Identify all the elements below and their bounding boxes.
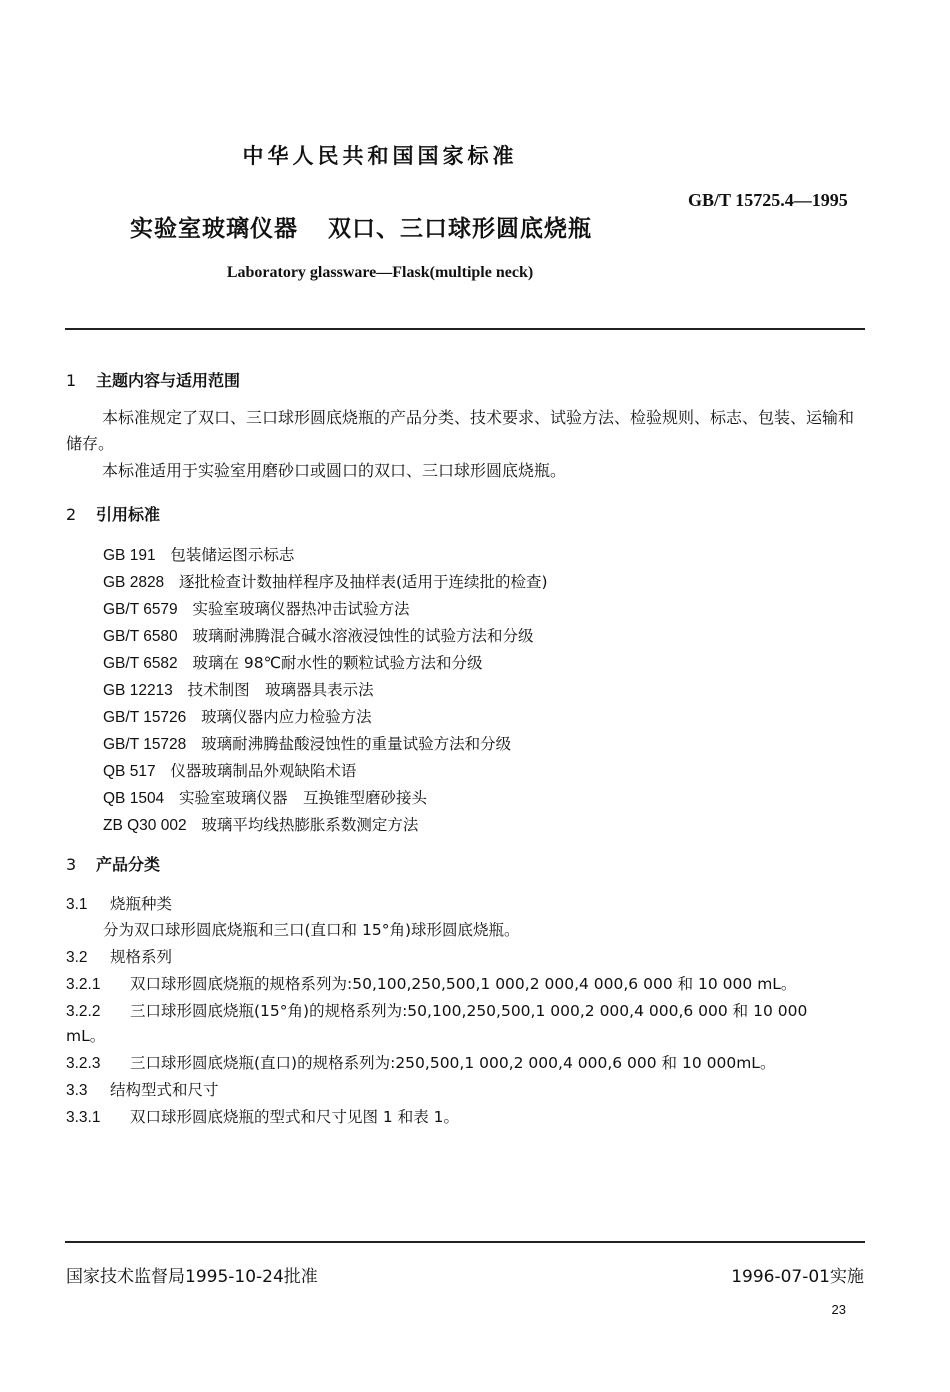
section-2-title: 引用标准 (96, 505, 161, 524)
section-1-title: 主题内容与适用范围 (96, 371, 241, 390)
reference-code: QB 517 (103, 763, 156, 780)
footer-divider (65, 1241, 865, 1243)
section-3-heading (66, 852, 160, 875)
reference-code: GB/T 6580 (103, 628, 178, 645)
subsection-3-1-text: 分为双口球形圆底烧瓶和三口(直口和 15°角)球形圆底烧瓶。 (103, 921, 520, 939)
reference-item (103, 813, 418, 835)
reference-title: 实验室玻璃仪器 互换锥型磨砂接头 (178, 789, 427, 807)
subsection-3-3-heading (66, 1078, 219, 1100)
subsection-number: 3.2.3 (66, 1055, 101, 1072)
subsection-number: 3.2.2 (66, 1003, 101, 1020)
reference-code: ZB Q30 002 (103, 817, 187, 834)
reference-code: GB/T 6579 (103, 601, 178, 618)
reference-item (103, 651, 483, 673)
reference-item (103, 543, 294, 565)
subsection-text: 三口球形圆底烧瓶(直口)的规格系列为:250,500,1 000,2 000,4 000,6 000 和 10 000mL。 (130, 1054, 776, 1072)
reference-item (103, 570, 548, 592)
reference-title: 技术制图 玻璃器具表示法 (187, 681, 374, 699)
section-1-heading (66, 368, 240, 391)
reference-item (103, 597, 409, 619)
subsection-title: 烧瓶种类 (110, 895, 173, 913)
reference-title: 玻璃耐沸腾盐酸浸蚀性的重量试验方法和分级 (201, 735, 512, 753)
reference-title: 玻璃仪器内应力检验方法 (201, 708, 372, 726)
reference-title: 玻璃耐沸腾混合碱水溶液浸蚀性的试验方法和分级 (192, 627, 534, 645)
implementation-date: 1996-07-01实施 (731, 1267, 864, 1287)
reference-title: 玻璃平均线热膨胀系数测定方法 (201, 816, 419, 834)
section-3-title: 产品分类 (96, 855, 161, 874)
reference-item (103, 786, 427, 808)
english-title: Laboratory glassware—Flask(multiple neck) (226, 264, 534, 281)
reference-title: 玻璃在 98℃耐水性的颗粒试验方法和分级 (192, 654, 483, 672)
reference-title: 逐批检查计数抽样程序及抽样表(适用于连续批的检查) (178, 573, 548, 591)
reference-item (103, 678, 374, 700)
subsection-3-2-2 (66, 999, 807, 1021)
reference-title: 包装储运图示标志 (170, 546, 295, 564)
subsection-number: 3.1 (66, 896, 88, 913)
reference-code: GB 191 (103, 547, 156, 564)
subsection-title: 规格系列 (110, 948, 173, 966)
reference-code: GB/T 6582 (103, 655, 178, 672)
reference-code: GB/T 15726 (103, 709, 187, 726)
approval-line: 国家技术监督局1995-10-24批准 (66, 1267, 318, 1287)
subsection-title: 结构型式和尺寸 (110, 1081, 219, 1099)
reference-code: GB 2828 (103, 574, 165, 591)
subsection-text: 双口球形圆底烧瓶的规格系列为:50,100,250,500,1 000,2 000,4 000,6 000 和 10 000 mL。 (130, 975, 797, 993)
reference-title: 仪器玻璃制品外观缺陷术语 (170, 762, 357, 780)
subsection-number: 3.3.1 (66, 1109, 101, 1126)
section-3-number: 3 (66, 855, 77, 874)
reference-code: GB/T 15728 (103, 736, 187, 753)
subsection-3-2-2-continued: mL。 (66, 1027, 106, 1045)
header-divider (65, 328, 865, 330)
national-standard-heading: 中华人民共和国国家标准 (242, 144, 518, 168)
section-2-heading (66, 502, 160, 525)
subsection-number: 3.3 (66, 1082, 88, 1099)
section-1-number: 1 (66, 371, 77, 390)
reference-item (103, 732, 511, 754)
document-title-part1: 实验室玻璃仪器 (130, 216, 298, 242)
document-title-part2: 双口、三口球形圆底烧瓶 (328, 216, 592, 242)
reference-item (103, 624, 533, 646)
standard-code: GB/T 15725.4—1995 (688, 190, 848, 210)
subsection-3-2-3 (66, 1051, 775, 1073)
section-1-paragraph-2: 本标准适用于实验室用磨砂口或圆口的双口、三口球形圆底烧瓶。 (102, 461, 567, 480)
document-title (130, 210, 592, 243)
subsection-3-3-1 (66, 1105, 459, 1127)
subsection-number: 3.2.1 (66, 976, 101, 993)
section-2-number: 2 (66, 505, 77, 524)
subsection-3-2-heading (66, 945, 172, 967)
reference-title: 实验室玻璃仪器热冲击试验方法 (192, 600, 410, 618)
subsection-text: 双口球形圆底烧瓶的型式和尺寸见图 1 和表 1。 (130, 1108, 460, 1126)
subsection-number: 3.2 (66, 949, 88, 966)
reference-code: GB 12213 (103, 682, 173, 699)
page-number: 23 (831, 1302, 846, 1317)
section-1-paragraph-1: 本标准规定了双口、三口球形圆底烧瓶的产品分类、技术要求、试验方法、检验规则、标志、包装、运输和储存。 (66, 408, 855, 453)
reference-code: QB 1504 (103, 790, 165, 807)
subsection-text: 三口球形圆底烧瓶(15°角)的规格系列为:50,100,250,500,1 000,2 000,4 000,6 000 和 10 000 (130, 1002, 808, 1020)
reference-item (103, 759, 356, 781)
subsection-3-1-heading (66, 892, 172, 914)
subsection-3-2-1 (66, 972, 796, 994)
reference-item (103, 705, 372, 727)
